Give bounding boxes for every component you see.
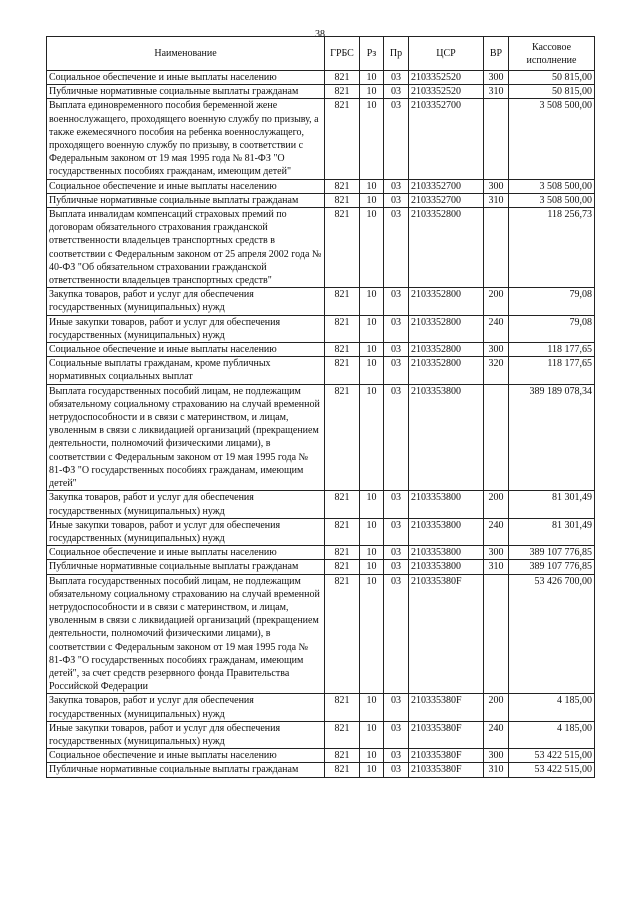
cell-vr <box>484 384 509 491</box>
cell-name: Иные закупки товаров, работ и услуг для обеспечения государственных (муниципальных) нужд <box>47 315 325 342</box>
cell-rz: 10 <box>360 71 384 85</box>
cell-pr: 03 <box>384 343 409 357</box>
budget-table <box>46 36 595 778</box>
cell-vr: 300 <box>484 179 509 193</box>
cell-csr: 2103353800 <box>409 518 484 545</box>
cell-amount: 3 508 500,00 <box>509 193 595 207</box>
cell-grbs: 821 <box>325 560 360 574</box>
cell-pr: 03 <box>384 560 409 574</box>
cell-rz: 10 <box>360 85 384 99</box>
cell-pr: 03 <box>384 208 409 288</box>
cell-name: Закупка товаров, работ и услуг для обеспечения государственных (муниципальных) нужд <box>47 288 325 315</box>
cell-pr: 03 <box>384 179 409 193</box>
cell-vr: 240 <box>484 315 509 342</box>
cell-name: Социальное обеспечение и иные выплаты населению <box>47 546 325 560</box>
table-row <box>47 721 595 748</box>
page-number: 38 <box>315 29 325 40</box>
cell-pr: 03 <box>384 193 409 207</box>
cell-amount: 4 185,00 <box>509 694 595 721</box>
cell-csr: 2103353800 <box>409 384 484 491</box>
cell-grbs: 821 <box>325 694 360 721</box>
cell-name: Публичные нормативные социальные выплаты гражданам <box>47 560 325 574</box>
cell-pr: 03 <box>384 749 409 763</box>
cell-csr: 2103352800 <box>409 208 484 288</box>
table-row <box>47 208 595 288</box>
cell-amount: 4 185,00 <box>509 721 595 748</box>
cell-grbs: 821 <box>325 208 360 288</box>
header-vr: ВР <box>484 37 509 71</box>
table-row <box>47 193 595 207</box>
cell-vr: 200 <box>484 491 509 518</box>
table-row <box>47 179 595 193</box>
cell-csr: 2103353800 <box>409 491 484 518</box>
table-header-row <box>47 37 595 71</box>
cell-amount: 3 508 500,00 <box>509 179 595 193</box>
cell-grbs: 821 <box>325 71 360 85</box>
cell-amount: 53 426 700,00 <box>509 574 595 694</box>
cell-rz: 10 <box>360 315 384 342</box>
cell-name: Социальное обеспечение и иные выплаты населению <box>47 749 325 763</box>
cell-amount: 79,08 <box>509 288 595 315</box>
cell-rz: 10 <box>360 574 384 694</box>
cell-rz: 10 <box>360 99 384 179</box>
cell-pr: 03 <box>384 315 409 342</box>
cell-rz: 10 <box>360 518 384 545</box>
cell-pr: 03 <box>384 763 409 777</box>
cell-pr: 03 <box>384 99 409 179</box>
cell-csr: 2103352800 <box>409 288 484 315</box>
cell-grbs: 821 <box>325 518 360 545</box>
cell-grbs: 821 <box>325 491 360 518</box>
cell-grbs: 821 <box>325 343 360 357</box>
cell-rz: 10 <box>360 694 384 721</box>
cell-amount: 3 508 500,00 <box>509 99 595 179</box>
cell-vr: 240 <box>484 518 509 545</box>
cell-vr <box>484 208 509 288</box>
header-name: Наименование <box>47 37 325 71</box>
cell-vr: 310 <box>484 85 509 99</box>
cell-amount: 389 189 078,34 <box>509 384 595 491</box>
cell-name: Выплата государственных пособий лицам, не подлежащим обязательному социальному страхованию на случай временной нетрудоспособности и в связи с материнством, и лицам, уволенным в связи с ликвидацией организаций (прекращением деятельности, полномочий физическими лицами), в соответствии с Федеральным законом от 19 мая 1995 года № 81-ФЗ "О государственных пособиях гражданам, имеющим детей" <box>47 384 325 491</box>
table-row <box>47 694 595 721</box>
cell-vr: 200 <box>484 288 509 315</box>
cell-pr: 03 <box>384 694 409 721</box>
cell-rz: 10 <box>360 193 384 207</box>
table-row <box>47 315 595 342</box>
cell-csr: 210335380F <box>409 721 484 748</box>
table-row <box>47 288 595 315</box>
cell-vr: 300 <box>484 546 509 560</box>
cell-name: Социальное обеспечение и иные выплаты населению <box>47 343 325 357</box>
cell-csr: 2103352700 <box>409 179 484 193</box>
table-row <box>47 357 595 384</box>
cell-name: Иные закупки товаров, работ и услуг для обеспечения государственных (муниципальных) нужд <box>47 721 325 748</box>
cell-amount: 79,08 <box>509 315 595 342</box>
cell-csr: 2103352800 <box>409 357 484 384</box>
cell-amount: 53 422 515,00 <box>509 763 595 777</box>
header-grbs: ГРБС <box>325 37 360 71</box>
cell-name: Закупка товаров, работ и услуг для обеспечения государственных (муниципальных) нужд <box>47 694 325 721</box>
cell-amount: 50 815,00 <box>509 85 595 99</box>
table-row <box>47 574 595 694</box>
cell-vr: 240 <box>484 721 509 748</box>
cell-amount: 118 177,65 <box>509 357 595 384</box>
cell-amount: 389 107 776,85 <box>509 546 595 560</box>
cell-csr: 2103353800 <box>409 560 484 574</box>
cell-pr: 03 <box>384 491 409 518</box>
cell-amount: 389 107 776,85 <box>509 560 595 574</box>
cell-amount: 81 301,49 <box>509 491 595 518</box>
cell-csr: 210335380F <box>409 763 484 777</box>
table-row <box>47 343 595 357</box>
header-pr: Пр <box>384 37 409 71</box>
cell-amount: 81 301,49 <box>509 518 595 545</box>
cell-rz: 10 <box>360 560 384 574</box>
cell-pr: 03 <box>384 384 409 491</box>
cell-pr: 03 <box>384 574 409 694</box>
header-amount <box>509 37 595 71</box>
cell-name: Выплата единовременного пособия беременной жене военнослужащего, проходящего военную службу по призыву, а также ежемесячного пособия на ребенка военнослужащего, проходящего военную службу по призыву, в соответствии с Федеральным законом от 19 мая 1995 года № 81-ФЗ "О государственных пособиях гражданам, имеющим детей" <box>47 99 325 179</box>
cell-pr: 03 <box>384 518 409 545</box>
cell-rz: 10 <box>360 384 384 491</box>
cell-rz: 10 <box>360 343 384 357</box>
cell-name: Публичные нормативные социальные выплаты гражданам <box>47 193 325 207</box>
table-row <box>47 491 595 518</box>
cell-name: Закупка товаров, работ и услуг для обеспечения государственных (муниципальных) нужд <box>47 491 325 518</box>
cell-rz: 10 <box>360 357 384 384</box>
cell-rz: 10 <box>360 491 384 518</box>
cell-vr: 300 <box>484 749 509 763</box>
cell-csr: 2103352800 <box>409 315 484 342</box>
table-row <box>47 85 595 99</box>
cell-rz: 10 <box>360 721 384 748</box>
cell-name: Выплата государственных пособий лицам, не подлежащим обязательному социальному страхованию на случай временной нетрудоспособности и в связи с материнством, и лицам, уволенным в связи с ликвидацией организаций (прекращением деятельности, полномочий физическими лицами), в соответствии с Федеральным законом от 19 мая 1995 года № 81-ФЗ "О государственных пособиях гражданам, имеющим детей", за счет средств резервного фонда Правительства Российской Федерации <box>47 574 325 694</box>
cell-rz: 10 <box>360 763 384 777</box>
table-row <box>47 384 595 491</box>
cell-name: Иные закупки товаров, работ и услуг для обеспечения государственных (муниципальных) нужд <box>47 518 325 545</box>
cell-vr <box>484 574 509 694</box>
cell-name: Социальные выплаты гражданам, кроме публичных нормативных социальных выплат <box>47 357 325 384</box>
cell-grbs: 821 <box>325 721 360 748</box>
cell-rz: 10 <box>360 749 384 763</box>
cell-name: Выплата инвалидам компенсаций страховых премий по договорам обязательного страхования гражданской ответственности владельцев транспортных средств в соответствии с Федеральным законом от 25 апреля 2002 года № 40-ФЗ "Об обязательном страховании гражданской ответственности владельцев транспортных средств" <box>47 208 325 288</box>
table-row <box>47 763 595 777</box>
cell-csr: 210335380F <box>409 694 484 721</box>
cell-grbs: 821 <box>325 763 360 777</box>
cell-grbs: 821 <box>325 288 360 315</box>
cell-amount: 50 815,00 <box>509 71 595 85</box>
cell-grbs: 821 <box>325 749 360 763</box>
cell-csr: 2103352800 <box>409 343 484 357</box>
cell-vr: 310 <box>484 560 509 574</box>
header-amount-line2: исполнение <box>526 54 577 66</box>
cell-pr: 03 <box>384 357 409 384</box>
cell-csr: 2103353800 <box>409 546 484 560</box>
cell-grbs: 821 <box>325 85 360 99</box>
cell-grbs: 821 <box>325 384 360 491</box>
table-row <box>47 560 595 574</box>
cell-name: Социальное обеспечение и иные выплаты населению <box>47 71 325 85</box>
cell-pr: 03 <box>384 71 409 85</box>
cell-vr: 300 <box>484 343 509 357</box>
table-row <box>47 99 595 179</box>
cell-amount: 118 177,65 <box>509 343 595 357</box>
cell-name: Публичные нормативные социальные выплаты гражданам <box>47 763 325 777</box>
header-rz: Рз <box>360 37 384 71</box>
cell-grbs: 821 <box>325 546 360 560</box>
cell-grbs: 821 <box>325 357 360 384</box>
cell-csr: 2103352700 <box>409 193 484 207</box>
cell-pr: 03 <box>384 546 409 560</box>
cell-vr: 300 <box>484 71 509 85</box>
cell-vr: 310 <box>484 763 509 777</box>
cell-csr: 210335380F <box>409 574 484 694</box>
cell-name: Публичные нормативные социальные выплаты гражданам <box>47 85 325 99</box>
cell-rz: 10 <box>360 208 384 288</box>
table-row <box>47 749 595 763</box>
header-amount-line1: Кассовое <box>531 41 572 53</box>
cell-csr: 2103352700 <box>409 99 484 179</box>
cell-grbs: 821 <box>325 193 360 207</box>
header-csr: ЦСР <box>409 37 484 71</box>
cell-name: Социальное обеспечение и иные выплаты населению <box>47 179 325 193</box>
table-row <box>47 546 595 560</box>
cell-rz: 10 <box>360 288 384 315</box>
cell-csr: 2103352520 <box>409 71 484 85</box>
cell-pr: 03 <box>384 288 409 315</box>
cell-grbs: 821 <box>325 315 360 342</box>
cell-rz: 10 <box>360 179 384 193</box>
cell-pr: 03 <box>384 721 409 748</box>
cell-vr: 310 <box>484 193 509 207</box>
cell-amount: 53 422 515,00 <box>509 749 595 763</box>
cell-grbs: 821 <box>325 574 360 694</box>
cell-amount: 118 256,73 <box>509 208 595 288</box>
cell-vr: 320 <box>484 357 509 384</box>
cell-rz: 10 <box>360 546 384 560</box>
cell-vr: 200 <box>484 694 509 721</box>
cell-csr: 210335380F <box>409 749 484 763</box>
table-body <box>47 71 595 778</box>
cell-pr: 03 <box>384 85 409 99</box>
table-row <box>47 518 595 545</box>
cell-grbs: 821 <box>325 179 360 193</box>
table-row <box>47 71 595 85</box>
cell-grbs: 821 <box>325 99 360 179</box>
cell-csr: 2103352520 <box>409 85 484 99</box>
cell-vr <box>484 99 509 179</box>
